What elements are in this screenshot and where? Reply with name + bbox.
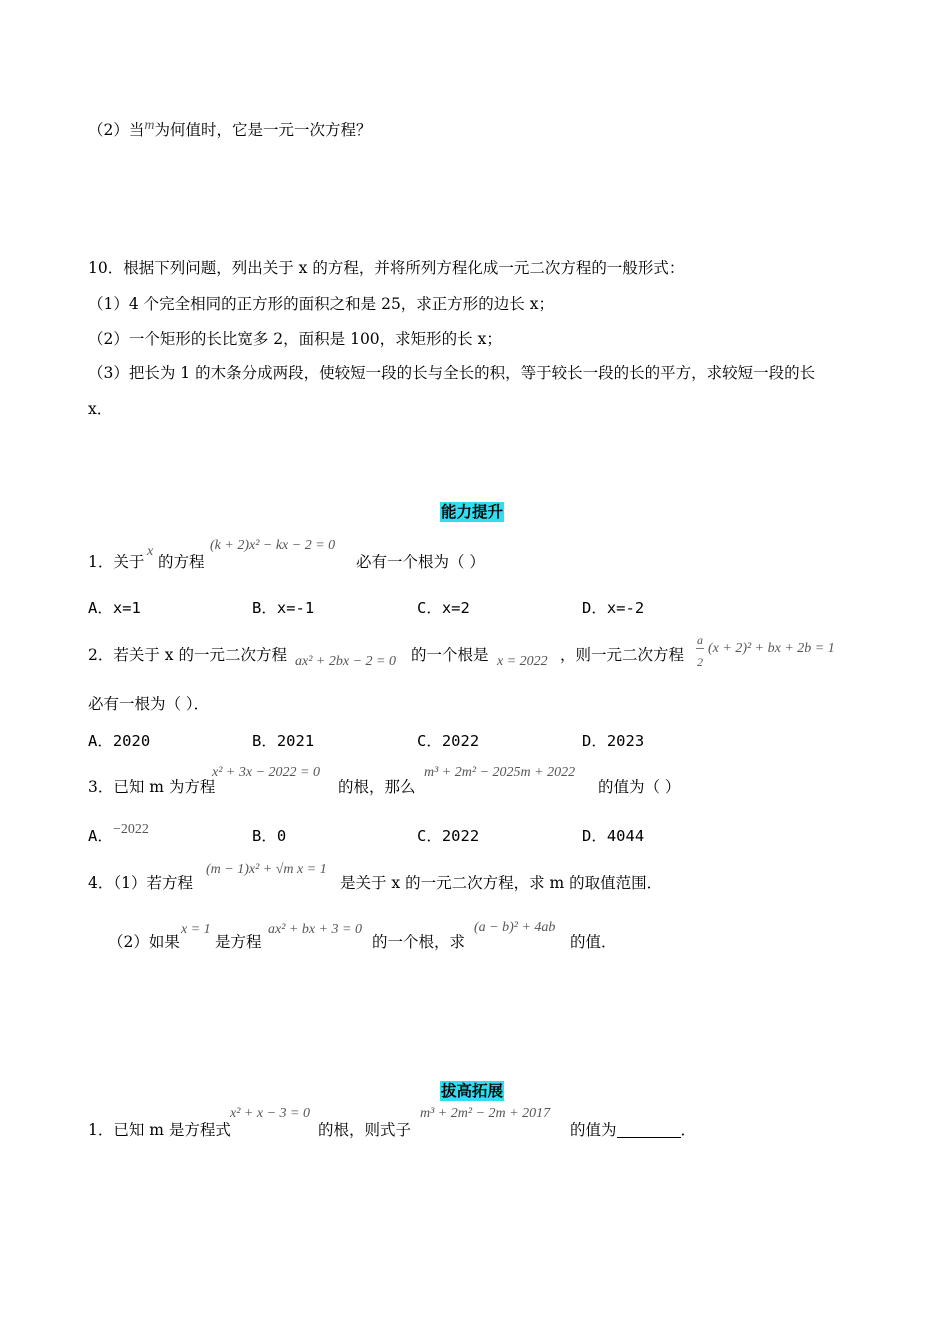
ability-q4-part2-mid2: 的一个根，求 — [372, 933, 466, 951]
ability-q1-pre-text: 1．关于 — [88, 553, 145, 571]
ability-q3-option-b: B．0 — [252, 827, 287, 845]
ability-q4-part2-eq1: x = 1 — [181, 922, 211, 937]
ability-q1-option-d: D．x=-2 — [582, 599, 645, 617]
q9-part2-post: 为何值时，它是一元一次方程？ — [154, 121, 372, 139]
ability-q2-frac-den: 2 — [697, 655, 703, 669]
ability-q2-option-c: C．2022 — [417, 732, 480, 750]
ability-q2-frac-bar — [696, 648, 704, 649]
ability-q3-option-d: D．4044 — [582, 827, 645, 845]
ability-q3-post: 的值为（ ） — [598, 778, 681, 796]
ability-q4-part2-eq2: ax² + bx + 3 = 0 — [268, 922, 362, 937]
ability-q1-option-a: A．x=1 — [88, 599, 141, 617]
ability-q3-pre: 3．已知 m 为方程 — [88, 778, 216, 796]
section-heading-extension: 拔高拓展 — [441, 1082, 504, 1100]
ability-q3-eq1: x² + 3x − 2022 = 0 — [212, 765, 320, 780]
extension-q1-pre: 1．已知 m 是方程式 — [88, 1121, 231, 1139]
ability-q3-eq2: m³ + 2m² − 2025m + 2022 — [424, 765, 576, 780]
section-heading-ability: 能力提升 — [441, 503, 504, 521]
extension-q1-mid: 的根，则式子 — [318, 1121, 412, 1139]
extension-q1-post — [570, 1120, 696, 1140]
ability-q2-mid2: ，则一元二次方程 — [560, 646, 685, 664]
ability-q1-option-c: C．x=2 — [417, 599, 470, 617]
ability-q2-option-a: A．2020 — [88, 732, 151, 750]
ability-q2-eq2: x = 2022 — [497, 654, 548, 669]
ability-q4-pre: 4．（1）若方程 — [88, 874, 193, 892]
ability-q4-part2-post: 的值． — [570, 933, 617, 951]
q10-part3-line2: x． — [88, 400, 113, 418]
q10-part2: （2）一个矩形的长比宽多 2，面积是 100，求矩形的长 x； — [88, 330, 502, 348]
ability-q4-post: 是关于 x 的一元二次方程，求 m 的取值范围． — [340, 874, 663, 892]
ability-q3-option-c: C．2022 — [417, 827, 480, 845]
extension-q1-eq2: m³ + 2m² − 2m + 2017 — [420, 1106, 551, 1121]
extension-q1-eq1: x² + x − 3 = 0 — [230, 1106, 310, 1121]
ability-q4-part2-pre: （2）如果 — [108, 933, 180, 951]
q9-var-m: m — [144, 118, 155, 133]
ability-q1-mid: 的方程 — [158, 553, 205, 571]
ability-q1-var: x — [147, 544, 154, 559]
ability-q1-equation: (k + 2)x² − kx − 2 = 0 — [210, 538, 336, 553]
q10-part1: （1）4 个完全相同的正方形的面积之和是 25，求正方形的边长 x； — [88, 295, 554, 313]
ability-q4-eq1: (m − 1)x² + √m x = 1 — [206, 862, 327, 877]
ability-q3-option-a-label: A． — [88, 827, 113, 845]
ability-q2-option-d: D．2023 — [582, 732, 645, 750]
ability-q2-option-b: B．2021 — [252, 732, 315, 750]
answer-blank — [617, 1121, 681, 1138]
ability-q2-frac-num: a — [697, 633, 703, 647]
ability-q3-option-a-value: −2022 — [113, 822, 149, 837]
extension-q1-end: ． — [680, 1121, 697, 1139]
ability-q2-mid: 的一个根是 — [411, 646, 489, 664]
q10-stem: 10．根据下列问题，列出关于 x 的方程，并将所列方程化成一元二次方程的一般形式： — [88, 259, 685, 277]
extension-q1-post-text: 的值为 — [570, 1121, 617, 1139]
ability-q2-eq1: ax² + 2bx − 2 = 0 — [295, 654, 396, 669]
q9-part2-pre: （2）当 — [88, 121, 145, 139]
ability-q2-pre: 2．若关于 x 的一元二次方程 — [88, 646, 287, 664]
ability-q4-part2-eq3: (a − b)² + 4ab — [474, 920, 556, 935]
ability-q2-eq3: (x + 2)² + bx + 2b = 1 — [708, 641, 835, 656]
q10-part3-line1: （3）把长为 1 的木条分成两段，使较短一段的长与全长的积，等于较长一段的长的平方，求较短一段的长 — [88, 364, 816, 382]
ability-q1-option-b: B．x=-1 — [252, 599, 315, 617]
ability-q3-mid: 的根，那么 — [338, 778, 416, 796]
ability-q2-line2: 必有一根为（ ）． — [88, 695, 210, 713]
ability-q4-part2-mid: 是方程 — [215, 933, 262, 951]
ability-q1-pre — [88, 552, 144, 572]
ability-q1-post: 必有一个根为（ ） — [356, 553, 485, 571]
q9-part2 — [88, 120, 372, 140]
